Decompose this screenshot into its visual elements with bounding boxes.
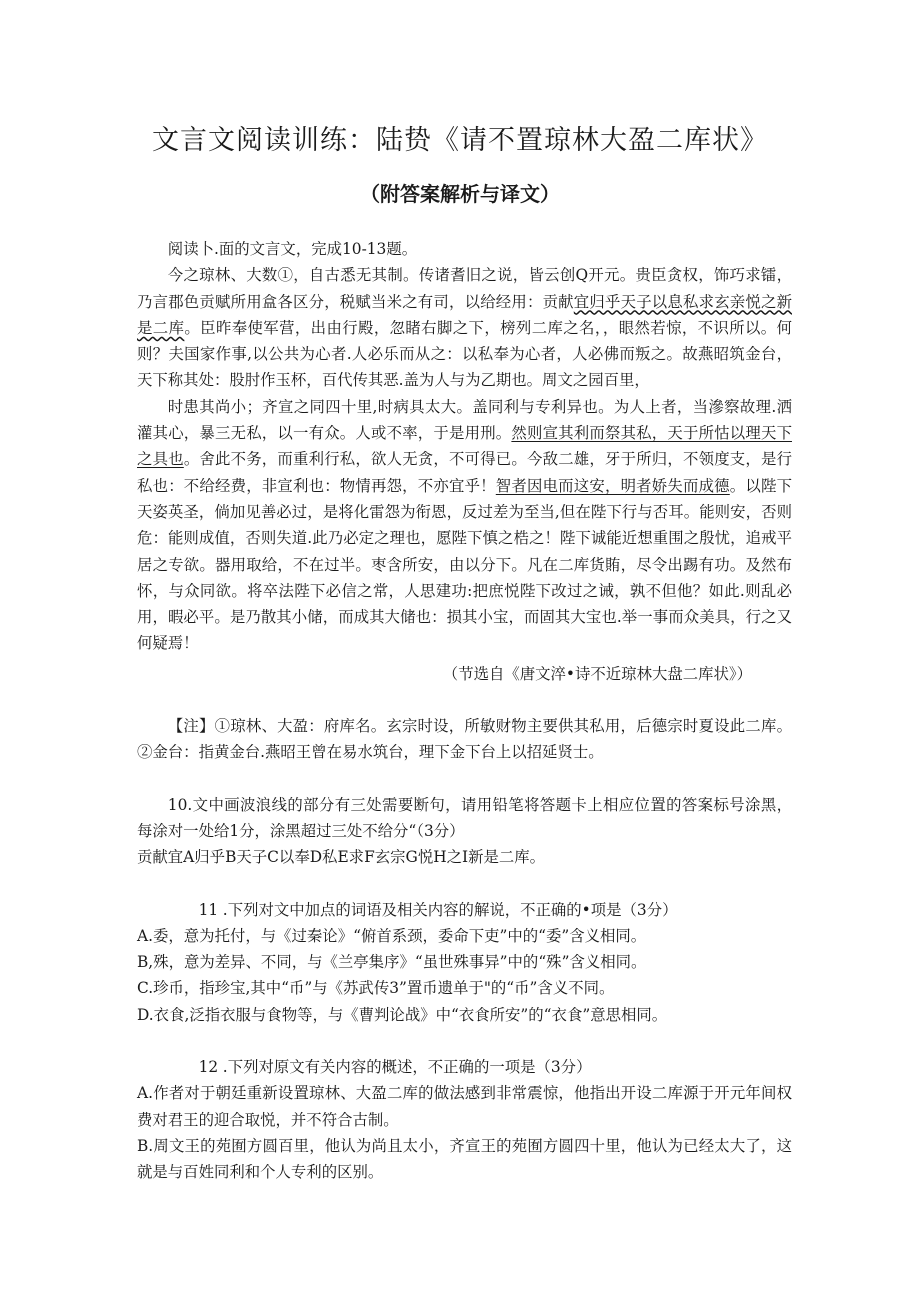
question-number: 12 — [198, 1058, 219, 1077]
question-11-option-a: A.委，意为托付，与《过秦论》“俯首系颈，委命下吏”中的“委”含义相同。 — [137, 926, 647, 945]
question-12-option-a: A.作者对于朝廷重新设置琼林、大盈二库的做法感到非常震惊，他指出开设二库源于开元年间权费对君王的迎合取悦，并不符合古制。 — [137, 1084, 792, 1129]
question-text: .下列对文中加点的词语及相关内容的解说，不正确的•项是（3分） — [222, 900, 678, 919]
question-12-option-b: B.周文王的苑囿方圆百里，他认为尚且太小，齐宣王的苑囿方圆四十里，他认为已经太大了，这就是与百姓同利和个人专利的区别。 — [137, 1136, 792, 1182]
passage-text: 。臣昨奉使军营，出由行殿，忽睹右脚之下，榜列二库之名，，眼然若惊，不识所以。何则？夫国家作事,以公共为心者.人必乐而从之：以私奉为心者，人必佛而叛之。故燕昭筑金台，天下称其处：股肘作玉杯，百代传其恶.盖为人与为乙期也。周文之园百里， — [137, 318, 792, 390]
underlined-sentence-1: 然则宣其利而祭其私，天于所怙以理天下之具也 — [137, 424, 792, 469]
passage-text: 时患其尚小；齐宣之同四十里,时病具太大。盖同利与专利异也。为人上者，当滲察故理.洒灌其心，暴三无私，以一有众。人或不率，于是用刑。 — [137, 397, 792, 443]
question-text: .下列对原文有关内容的概述，不正确的一项是（3分） — [222, 1058, 592, 1077]
question-11-option-d: D.衣食,泛指衣服与食物等，与《曹判论战》中“衣食所安”的“衣食”意思相同。 — [137, 1005, 668, 1024]
page-subtitle: （附答案解析与译文） — [360, 182, 560, 206]
question-number: 11 — [198, 900, 219, 919]
question-10-option: 贡献宜A归乎B天子C以奉D私E求F玄宗G悦H之I新是二库。 — [137, 848, 546, 867]
passage-text: 。舍此不务，而重利行私，欲人无贪，不可得已。今敌二雄，牙于所归，不领度支，是行私也：不给经费，非宣利也：物情再怨，不亦宜乎！ — [137, 450, 792, 495]
annotation-note: 【注】①琼林、大盈：府库名。玄宗时设，所敏财物主要供其私用，后德宗时夏设此二库。②金台：指黄金台.燕昭王曾在易水筑台，理下金下台上以招延贤士。 — [137, 717, 792, 762]
question-11-option-b: B,殊，意为差异、不同，与《兰亭集序》“虽世殊事异”中的“殊”含义相同。 — [137, 953, 647, 972]
passage-text: 。以陛下天姿英圣，倘加见善必过，是将化雷怨为衔恩，反过差为至当,但在陛下行与否耳。能则安，否则危：能则成值，否则失道.此乃必定之理也，愿陛下慎之梏之！陛下诚能近想重围之殷忧，追戒平居之专欲。器用取给，不在过半。枣含所安，由以分下。凡在二库货賄，尽令出踢有功。及然布怀，与众同欲。将卒法陛下必信之常，人思建功:把庶悦陛下改过之诫，孰不但他？如此.则乱必用，暇必平。是乃散其小储，而成其大储也：损其小宝，而固其大宝也.举一事而众美具，行之又何疑焉！ — [137, 476, 792, 653]
question-text: .文中画波浪线的部分有三处需要断句，请用铅笔将答题卡上相应位置的答案标号涂黑，每涂对一处给1分，涂黑超过三处不给分“（3分） — [137, 795, 792, 840]
underlined-sentence-2: 智者因电而这安，明者娇失而成德 — [495, 476, 730, 495]
source-citation: （节选自《唐文淬•诗不近琼林大盘二库状》） — [442, 664, 752, 683]
page-title: 文言文阅读训练：陆贽《请不置琼林大盈二库状》 — [152, 125, 768, 156]
question-number: 10 — [167, 795, 188, 814]
question-12 — [137, 1054, 792, 1080]
passage-text: 今之琼林、大数①，自古悉无其制。传诸耆旧之说，皆云创Q开元。贵臣贪权，饰巧求镭，乃言郡色贡赋所用盒各区分，税赋当米之有司，以给经用：贡献 — [137, 266, 792, 311]
passage-paragraph-1 — [137, 262, 792, 393]
document-body — [137, 236, 792, 1186]
intro-line: 阅读卜.面的文言文，完成10-13题。 — [167, 240, 418, 258]
wavy-underlined-text: 宜归乎天子以息私求玄亲悦之新是二库 — [137, 292, 792, 337]
question-11 — [137, 897, 792, 923]
question-10 — [137, 792, 792, 845]
question-11-option-c: C.珍币，指珍宝,其中“币”与《苏武传3”置币遗单于"的“币”含义不同。 — [137, 979, 615, 998]
passage-paragraph-2 — [137, 394, 792, 657]
